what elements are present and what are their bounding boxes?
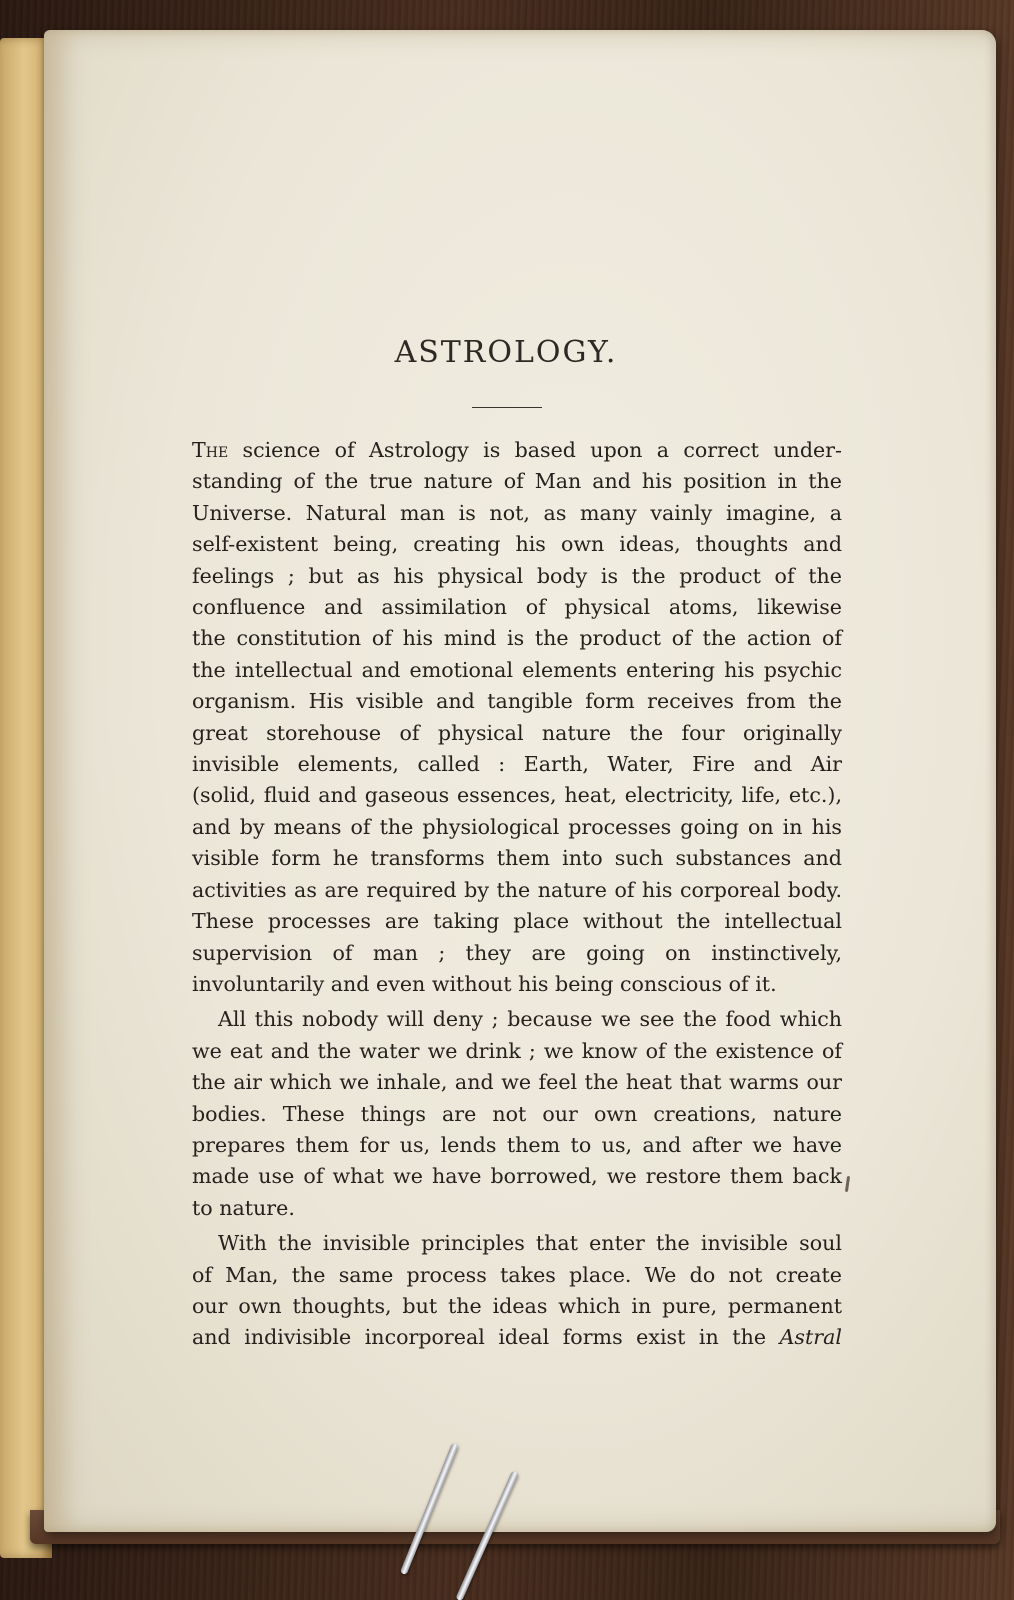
page-title: ASTROLOGY. <box>394 335 618 370</box>
text-line: supervision of man ; they are going on instinctively, <box>192 940 842 965</box>
text-line: the constitution of his mind is the product of the action of <box>192 626 842 651</box>
text-line: invisible elements, called : Earth, Water, Fire and Air <box>192 752 842 777</box>
text-line: we eat and the water we drink ; we know of the existence of <box>192 1038 842 1063</box>
body-text <box>192 435 842 1354</box>
text-line: and by means of the physiological processes going on in his <box>192 814 842 839</box>
italic-word: Astral <box>779 1325 842 1350</box>
text-line: The science of Astrology is based upon a correct under- <box>192 438 842 462</box>
text-line: Universe. Natural man is not, as many vainly imagine, a <box>192 500 842 525</box>
text-line: With the invisible principles that enter the invisible soul <box>218 1231 842 1256</box>
text-line: confluence and assimilation of physical atoms, likewise <box>192 595 842 620</box>
text-line: self-existent being, creating his own ideas, thoughts and <box>192 532 842 557</box>
text-line: organism. His visible and tangible form receives from the <box>192 689 842 714</box>
text-line: great storehouse of physical nature the four originally <box>192 720 842 745</box>
text-line: made use of what we have borrowed, we restore them back <box>192 1164 842 1189</box>
paragraph <box>192 1004 842 1224</box>
text-line: of Man, the same process takes place. We do not create <box>192 1262 842 1287</box>
paragraph <box>192 1228 842 1354</box>
book-page <box>44 30 996 1532</box>
text-line: the air which we inhale, and we feel the heat that warms our <box>192 1070 842 1095</box>
text-line: feelings ; but as his physical body is the product of the <box>192 563 842 588</box>
text-line: prepares them for us, lends them to us, and after we have <box>192 1132 842 1157</box>
text-line: activities as are required by the nature of his corporeal body. <box>192 877 842 902</box>
text-line: standing of the true nature of Man and his position in the <box>192 469 842 494</box>
lead-caps: The <box>192 438 229 462</box>
text-line: our own thoughts, but the ideas which in pure, permanent <box>192 1293 842 1318</box>
text-line: and indivisible incorporeal ideal forms exist in the Astral <box>192 1325 842 1350</box>
text-line: All this nobody will deny ; because we see the food which <box>218 1007 842 1032</box>
text-line: to nature. <box>192 1195 295 1220</box>
text-line: involuntarily and even without his being conscious of it. <box>192 971 777 996</box>
text-line: These processes are taking place without the intellectual <box>192 909 842 934</box>
text-line: the intellectual and emotional elements entering his psychic <box>192 657 842 682</box>
title-rule <box>472 407 542 408</box>
text-line: bodies. These things are not our own creations, nature <box>192 1101 842 1126</box>
paragraph <box>192 435 842 1000</box>
text-line: (solid, fluid and gaseous essences, heat, electricity, life, etc.), <box>192 783 842 808</box>
text-line: visible form he transforms them into such substances and <box>192 846 842 871</box>
